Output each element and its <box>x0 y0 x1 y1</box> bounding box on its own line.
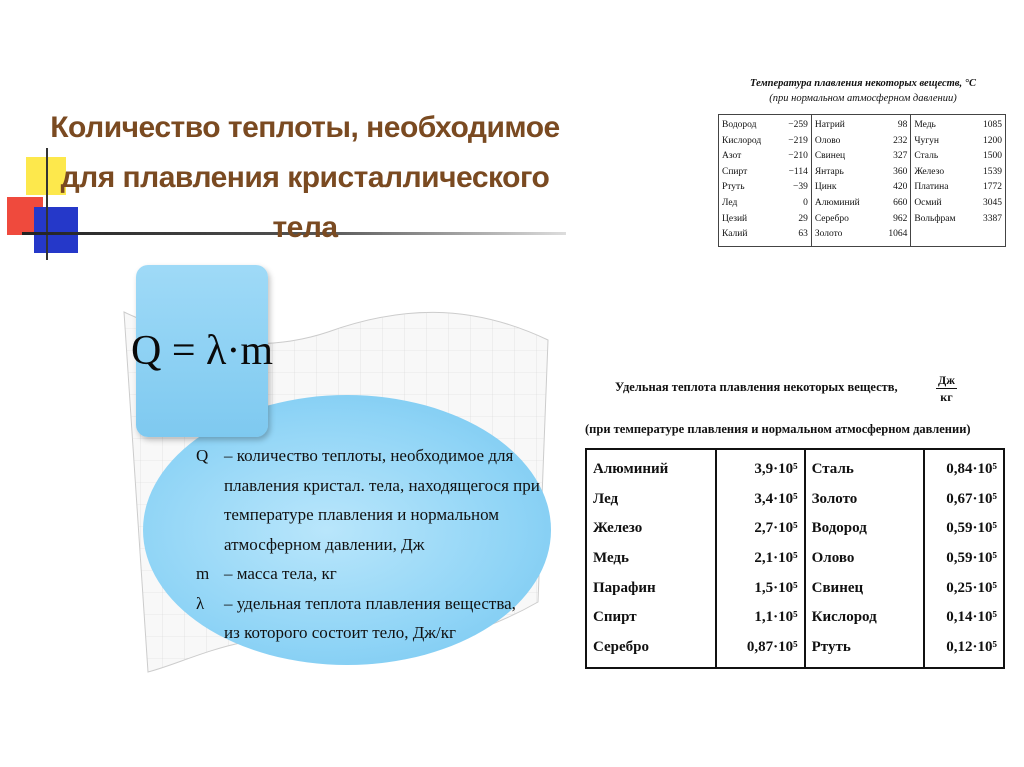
formula: Q = λ·m <box>130 328 274 374</box>
melting-point-cell: −210 <box>778 149 812 165</box>
melting-table-grid <box>718 114 1006 247</box>
melting-table-subtitle: (при нормальном атмосферном давлении) <box>769 93 957 104</box>
substance-cell: Ртуть <box>719 180 778 196</box>
substance-cell: Янтарь <box>814 166 844 177</box>
desc-q-line-4 <box>196 530 546 560</box>
desc-lambda-line-1 <box>196 589 546 619</box>
desc-text: из которого состоит тело, Дж/кг <box>224 623 456 642</box>
melting-point-cell: −259 <box>778 115 812 134</box>
substance-cell: Золото <box>811 227 878 246</box>
substance-cell: Ртуть <box>805 633 925 669</box>
melting-point-cell: 660 <box>878 196 911 212</box>
melting-point-cell: 0 <box>778 196 812 212</box>
unit-denominator: кг <box>940 390 953 404</box>
formula-description <box>196 441 546 648</box>
desc-q-line-3 <box>196 500 546 530</box>
table-row <box>586 449 1004 485</box>
substance-cell: Натрий <box>811 115 878 134</box>
melting-point-cell: 1500 <box>972 149 1005 165</box>
substance-cell: Олово <box>805 544 925 574</box>
table-row <box>719 227 1006 246</box>
heat-value-cell: 0,12·10⁵ <box>924 633 1004 669</box>
desc-text: атмосферном давлении, Дж <box>224 534 425 554</box>
substance-cell: Калий <box>719 227 778 246</box>
substance-cell: Серебро <box>586 633 716 669</box>
table-row <box>719 134 1006 150</box>
melting-point-cell: 232 <box>878 134 911 150</box>
substance-cell: Водород <box>805 514 925 544</box>
heat-value-cell: 1,1·10⁵ <box>716 603 805 633</box>
melting-point-cell: 98 <box>878 115 911 134</box>
substance-cell: Золото <box>805 485 925 515</box>
substance-cell: Олово <box>814 135 841 146</box>
melting-point-cell: 1064 <box>878 227 911 246</box>
table-row <box>586 514 1004 544</box>
table-row <box>719 180 1006 196</box>
desc-lambda-line-2 <box>196 618 546 648</box>
desc-text: – удельная теплота плавления вещества, <box>224 593 516 613</box>
desc-text: – масса тела, кг <box>224 564 337 583</box>
substance-cell: Платина <box>914 182 949 193</box>
desc-text: температуре плавления и нормальном <box>224 505 499 524</box>
specific-heat-table <box>585 373 1013 669</box>
melting-point-cell: 3387 <box>972 212 1005 228</box>
symbol-m: m <box>196 564 210 583</box>
slide-title: Количество теплоты, необходимое для плавления кристаллического тела <box>50 111 560 244</box>
substance-cell: Медь <box>911 115 973 134</box>
substance-cell: Цинк <box>814 182 837 193</box>
heat-value-cell: 0,25·10⁵ <box>924 573 1004 603</box>
substance-cell: Сталь <box>805 449 925 485</box>
substance-cell: Спирт <box>586 603 716 633</box>
substance-cell: Серебро <box>814 213 849 224</box>
heat-value-cell: 0,67·10⁵ <box>924 485 1004 515</box>
heat-table-title <box>585 373 1013 404</box>
desc-text: плавления кристал. тела, находящегося при <box>224 475 540 495</box>
melting-point-cell: −114 <box>778 165 812 181</box>
melting-point-cell: 360 <box>878 165 911 181</box>
table-row <box>586 485 1004 515</box>
heat-table-grid <box>585 448 1005 669</box>
substance-cell: Железо <box>586 514 716 544</box>
formula-box <box>130 265 274 437</box>
symbol-q: Q <box>196 446 209 465</box>
table-row <box>719 165 1006 181</box>
substance-cell: Лед <box>586 485 716 515</box>
heat-table-subtitle: (при температуре плавления и нормальном атмосферном давлении) <box>585 422 971 436</box>
table-row <box>586 573 1004 603</box>
heat-value-cell: 0,84·10⁵ <box>924 449 1004 485</box>
substance-cell: Осмий <box>914 197 942 208</box>
substance-cell: Алюминий <box>814 197 860 208</box>
table-row <box>719 149 1006 165</box>
substance-cell <box>911 227 973 246</box>
heat-value-cell: 1,5·10⁵ <box>716 573 805 603</box>
unit-fraction <box>936 372 957 405</box>
melting-point-cell: 962 <box>878 212 911 228</box>
melting-point-cell: −219 <box>778 134 812 150</box>
substance-cell: Спирт <box>719 165 778 181</box>
symbol-lambda: λ <box>196 593 205 613</box>
desc-m-line <box>196 559 546 589</box>
table-row <box>586 544 1004 574</box>
table-row <box>719 115 1006 134</box>
substance-cell: Цезий <box>719 212 778 228</box>
substance-cell: Лед <box>719 196 778 212</box>
heat-value-cell: 3,4·10⁵ <box>716 485 805 515</box>
melting-point-cell: 1200 <box>972 134 1005 150</box>
substance-cell: Азот <box>719 149 778 165</box>
heat-value-cell: 0,59·10⁵ <box>924 514 1004 544</box>
substance-cell: Парафин <box>586 573 716 603</box>
substance-cell: Алюминий <box>586 449 716 485</box>
heat-value-cell: 2,1·10⁵ <box>716 544 805 574</box>
heat-value-cell: 0,59·10⁵ <box>924 544 1004 574</box>
substance-cell: Сталь <box>914 151 939 162</box>
substance-cell: Вольфрам <box>914 213 956 224</box>
melting-temperature-table <box>718 76 1008 247</box>
melting-point-cell: 420 <box>878 180 911 196</box>
melting-point-cell: 1772 <box>972 180 1005 196</box>
substance-cell: Железо <box>914 166 945 177</box>
table-row <box>719 212 1006 228</box>
heat-title-text: Удельная теплота плавления некоторых веществ, <box>615 380 898 394</box>
substance-cell: Кислород <box>805 603 925 633</box>
desc-text: – количество теплоты, необходимое для <box>224 446 514 465</box>
table-row <box>586 633 1004 669</box>
desc-q-line-1 <box>196 441 546 471</box>
substance-cell: Водород <box>719 115 778 134</box>
melting-point-cell: −39 <box>778 180 812 196</box>
heat-value-cell: 0,14·10⁵ <box>924 603 1004 633</box>
melting-point-cell: 3045 <box>972 196 1005 212</box>
melting-point-cell: 327 <box>878 149 911 165</box>
melting-point-cell: 63 <box>778 227 812 246</box>
substance-cell: Кислород <box>719 134 778 150</box>
table-row <box>586 603 1004 633</box>
substance-cell: Медь <box>586 544 716 574</box>
substance-cell: Свинец <box>814 151 846 162</box>
heat-value-cell: 3,9·10⁵ <box>716 449 805 485</box>
melting-point-cell: 1539 <box>972 165 1005 181</box>
desc-q-line-2 <box>196 471 546 501</box>
heat-value-cell: 0,87·10⁵ <box>716 633 805 669</box>
unit-numerator: Дж <box>938 373 955 387</box>
substance-cell: Чугун <box>914 135 939 146</box>
substance-cell: Свинец <box>805 573 925 603</box>
heat-value-cell: 2,7·10⁵ <box>716 514 805 544</box>
table-row <box>719 196 1006 212</box>
melting-point-cell: 29 <box>778 212 812 228</box>
melting-point-cell <box>972 227 1005 246</box>
melting-table-title: Температура плавления некоторых веществ, °С <box>750 78 976 89</box>
melting-point-cell: 1085 <box>972 115 1005 134</box>
